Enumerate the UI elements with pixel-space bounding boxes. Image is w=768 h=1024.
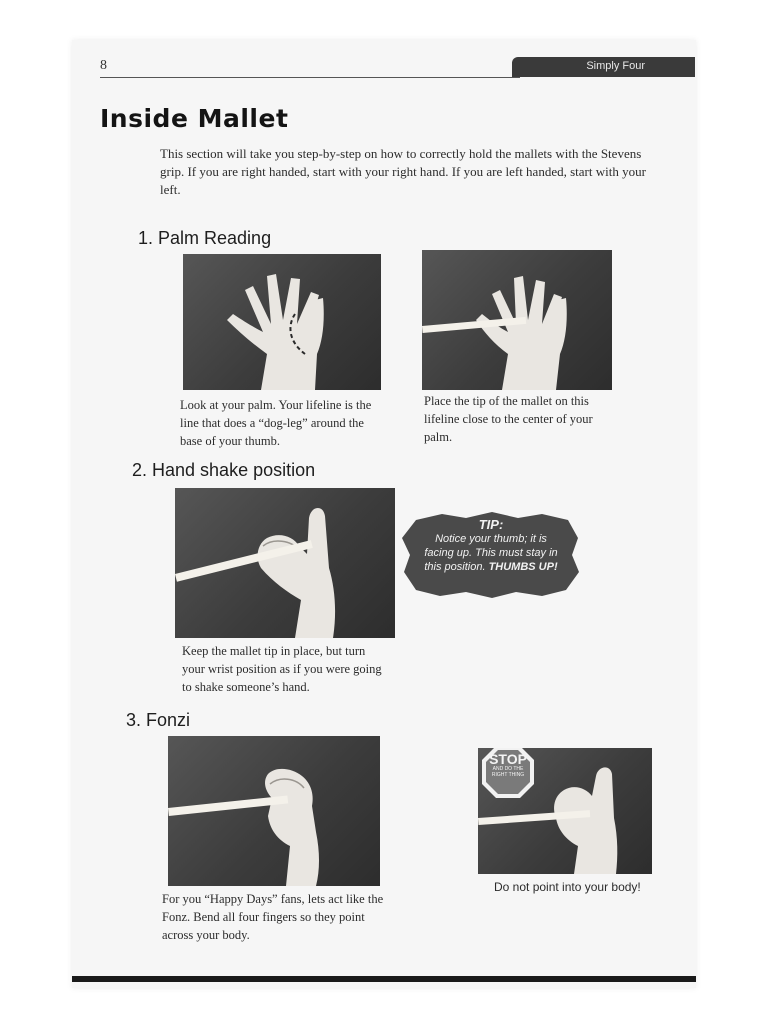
tip-emphasis: THUMBS UP!	[488, 561, 558, 573]
photo-mallet-on-palm	[422, 250, 612, 390]
book-title-tab: Simply Four	[512, 57, 695, 77]
stop-sign-subtext-1: AND DO THE	[492, 766, 524, 772]
section-title: Inside Mallet	[100, 104, 289, 133]
hand-fonzi-icon	[168, 736, 380, 886]
tip-body: Notice your thumb; it is facing up. This must stay in this position.	[424, 533, 558, 573]
intro-paragraph: This section will take you step-by-step on how to correctly hold the mallets with the Stevens grip. If you are right handed, start with your right hand. If you are left handed, start with your left.	[160, 146, 646, 197]
step-2-caption: Keep the mallet tip in place, but turn your wrist position as if you were going to shake someone’s hand.	[182, 644, 382, 694]
bottom-rule	[72, 976, 696, 982]
step-1-caption-left: Look at your palm. Your lifeline is the line that does a “dog-leg” around the base of your thumb.	[180, 398, 372, 448]
stop-sign-subtext-2: RIGHT THING	[491, 772, 525, 778]
step-3-caption-left: For you “Happy Days” fans, lets act like the Fonz. Bend all four fingers so they point across your body.	[162, 892, 384, 942]
hand-handshake-icon	[175, 488, 395, 638]
tip-text	[402, 518, 580, 574]
hand-mallet-icon	[422, 250, 612, 390]
photo-fonzi-fingers	[168, 736, 380, 886]
step-1-caption-right: Place the tip of the mallet on this lifeline close to the center of your palm.	[424, 394, 593, 444]
stop-sign-text	[478, 752, 538, 778]
tip-label: TIP:	[478, 517, 504, 532]
header-rule	[100, 77, 520, 78]
tip-badge	[402, 510, 580, 600]
hand-palm-icon	[183, 254, 381, 390]
photo-handshake-position	[175, 488, 395, 638]
step-3-caption-right: Do not point into your body!	[494, 880, 641, 894]
step-2-heading: 2. Hand shake position	[132, 460, 316, 480]
page-number: 8	[100, 58, 107, 73]
photo-open-palm	[183, 254, 381, 390]
stop-sign-word: STOP	[489, 751, 527, 767]
step-3-heading: 3. Fonzi	[126, 710, 191, 730]
photo-wrong-position	[478, 748, 652, 874]
step-1-heading: 1. Palm Reading	[138, 228, 272, 248]
